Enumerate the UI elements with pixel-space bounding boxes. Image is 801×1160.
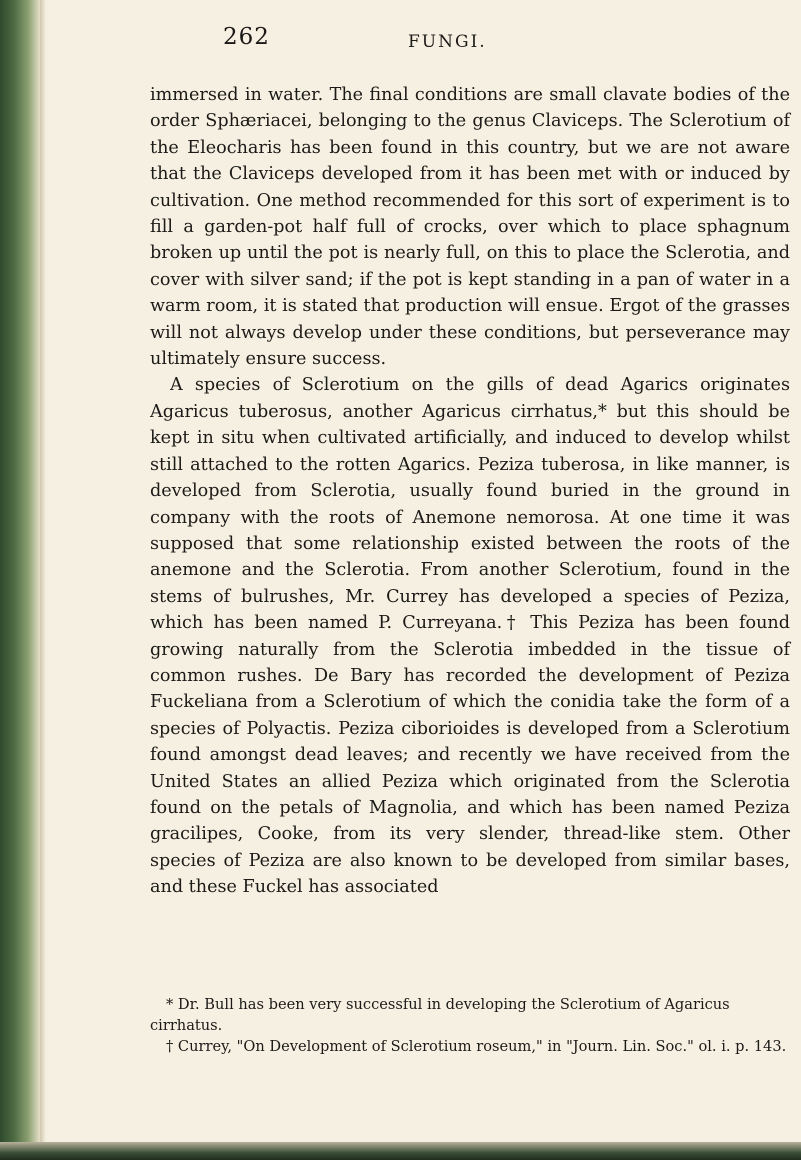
footnote: * Dr. Bull has been very successful in developing the Sclerotium of Agaricus cirrhatus.: [150, 996, 730, 1034]
page-bottom-edge: [0, 1142, 801, 1160]
paragraph: A species of Sclerotium on the gills of dead Agarics originates Agaricus tuberosus, another Agaricus cirrhatus,* but this should be kept in situ when cultivated artificially, and induced to develop whilst still attached to the rotten Agarics. Peziza tuberosa, in like manner, is developed from Sclerotia, usually found buried in the ground in company with the roots of Anemone nemorosa. At one time it was supposed that some relationship existed between the roots of the anemone and the Sclerotia. From another Sclerotium, found in the stems of bulrushes, Mr. Currey has developed a species of Peziza, which has been named P. Curreyana.† This Peziza has been found growing naturally from the Sclerotia imbedded in the tissue of common rushes. De Bary has recorded the development of Peziza Fuckeliana from a Sclerotium of which the conidia take the form of a species of Polyactis. Peziza ciborioides is developed from a Sclerotium found amongst dead leaves; and recently we have received from the United States an allied Peziza which originated from the Sclerotia found on the petals of Magnolia, and which has been named Peziza gracilipes, Cooke, from its very slender, thread-like stem. Other species of Peziza are also known to be developed from similar bases, and these Fuckel has associated: [150, 375, 790, 898]
footnote: † Currey, "On Development of Sclerotium roseum," in "Journ. Lin. Soc." ol. i. p. 143.: [166, 1038, 787, 1055]
page-gutter-shadow: [40, 0, 46, 1160]
running-head: FUNGI.: [408, 32, 487, 52]
page-number: 262: [223, 24, 270, 50]
body-text: [150, 82, 790, 901]
book-binding-edge: [0, 0, 40, 1160]
footnotes: [150, 994, 790, 1057]
page-header: [0, 24, 801, 60]
paragraph: immersed in water. The final conditions are small clavate bodies of the order Sphæriacei, belonging to the genus Claviceps. The Sclerotium of the Eleocharis has been found in this country, but we are not aware that the Claviceps developed from it has been met with or induced by cultivation. One method recommended for this sort of experiment is to fill a garden-pot half full of crocks, over which to place sphagnum broken up until the pot is nearly full, on this to place the Sclerotia, and cover with silver sand; if the pot is kept standing in a pan of water in a warm room, it is stated that production will ensue. Ergot of the grasses will not always develop under these conditions, but perseverance may ultimately ensure success.: [150, 85, 790, 370]
